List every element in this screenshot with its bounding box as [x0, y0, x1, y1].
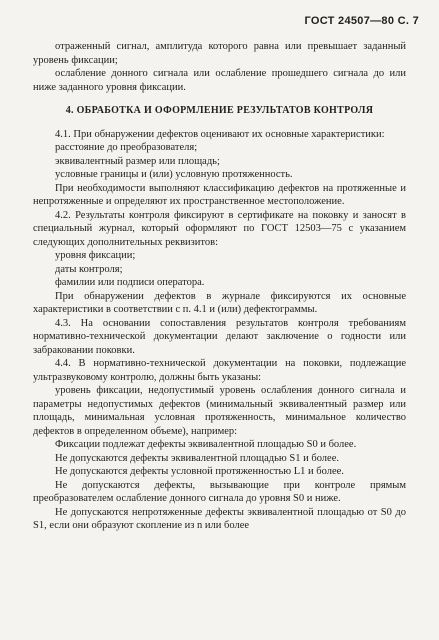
paragraph: 4.1. При обнаружении дефектов оценивают их основные характеристики:	[55, 128, 385, 140]
paragraph: 4.3. На основании сопоставления результатов контроля требованиям нормативно-технической документации делают заключение о годности или забраковании поковки.	[33, 317, 406, 356]
section-heading: 4. ОБРАБОТКА И ОФОРМЛЕНИЕ РЕЗУЛЬТАТОВ КОНТРОЛЯ	[65, 105, 374, 116]
paragraph: уровень фиксации, недопустимый уровень ослабления донного сигнала и параметры недопустимых дефектов (минимальный эквивалентный размер или площадь, минимальная условная протяженность, минимальное количество дефектов в определенном объеме), например:	[33, 385, 406, 437]
list-item: расстояние до преобразователя;	[55, 142, 198, 153]
list-item: эквивалентный размер или площадь;	[55, 155, 220, 167]
example-item: Не допускаются дефекты эквивалентной площадью S1 и более.	[55, 452, 339, 464]
paragraph: При необходимости выполняют классификацию дефектов на протяженные и непротяженные и определяют их пространственное местоположение.	[33, 182, 406, 207]
list-item: даты контроля;	[55, 263, 123, 275]
paragraph: При обнаружении дефектов в журнале фиксируются их основные характеристики в соответствии с п. 4.1 и (или) дефектограммы.	[33, 290, 406, 315]
example-item: Фиксации подлежат дефекты эквивалентной площадью S0 и более.	[55, 439, 357, 450]
example-item: Не допускаются дефекты, вызывающие при контроле прямым преобразователем ослабление донного сигнала до уровня S0 и ниже.	[33, 479, 406, 504]
list-item: уровня фиксации;	[55, 250, 136, 261]
paragraph: 4.4. В нормативно-технической документации на поковки, подлежащие ультразвуковому контролю, должны быть указаны:	[33, 358, 406, 383]
paragraph: отраженный сигнал, амплитуда которого равна или превышает заданный уровень фиксации;	[33, 41, 406, 66]
paragraph: ослабление донного сигнала или ослабление прошедшего сигнала до или ниже заданного уровня фиксации.	[33, 68, 406, 93]
paragraph: 4.2. Результаты контроля фиксируют в сертификате на поковку и заносят в специальный журнал, который оформляют по ГОСТ 12503—75 с указанием следующих дополнительных реквизитов:	[33, 209, 406, 248]
page-body	[33, 40, 406, 533]
list-item: условные границы и (или) условную протяженность.	[55, 169, 293, 180]
example-item: Не допускаются непротяженные дефекты эквивалентной площадью от S0 до S1, если они образуют скопление из n или более	[33, 506, 406, 531]
page-header: ГОСТ 24507—80 С. 7	[304, 15, 419, 27]
example-item: Не допускаются дефекты условной протяженностью L1 и более.	[55, 466, 344, 477]
list-item: фамилии или подписи оператора.	[55, 277, 205, 288]
